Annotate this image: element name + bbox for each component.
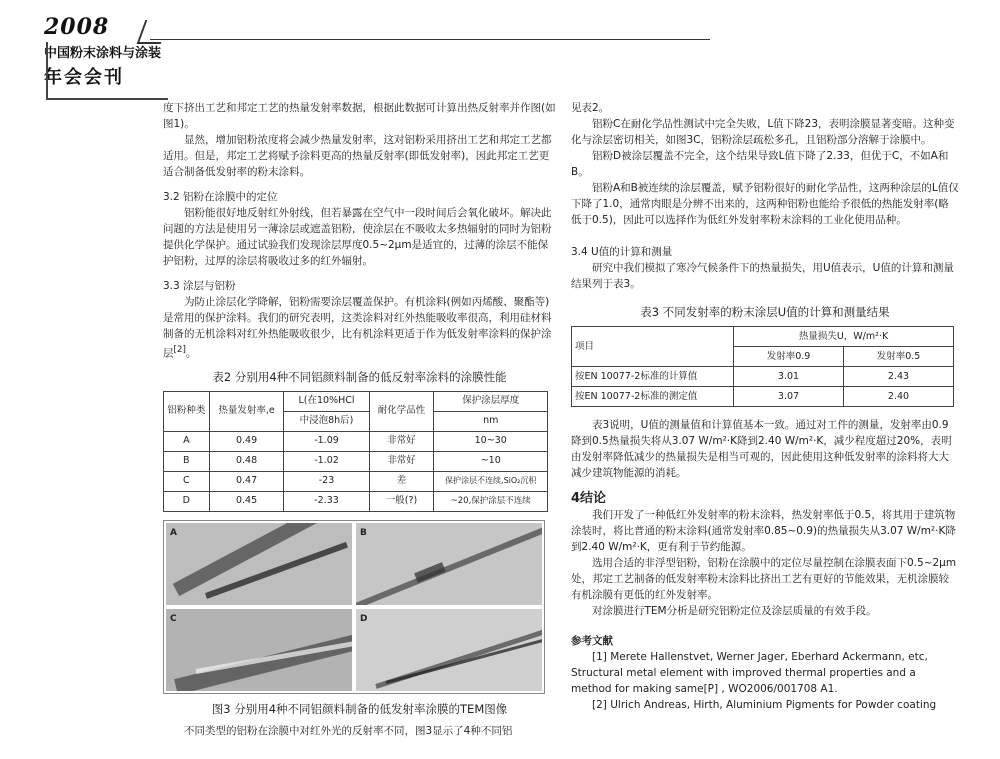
- table-row: [572, 387, 954, 407]
- col-header-thickness-1: 保护涂层厚度: [434, 391, 548, 411]
- figure-label: A: [170, 527, 177, 538]
- paragraph: 铝粉A和B被连续的涂层覆盖，赋予铝粉很好的耐化学品性，这两种涂层的L值仅下降了1.0，通常肉眼是分辨不出来的，这两种铝粉也能给予很低的热能发射率(略低于0.5)，因此可以选择作为低红外发射率粉末涂料的工业化使用品种。: [571, 182, 959, 226]
- col-header-thickness-2: nm: [434, 411, 548, 431]
- col-header-heat-loss: 热量损失U，W/m²·K: [734, 327, 954, 347]
- table-row: [164, 491, 548, 511]
- table2-caption: 表2 分别用4种不同铝颜料制备的低反射率涂料的涂膜性能: [212, 369, 507, 384]
- cell-type: D: [164, 491, 210, 511]
- left-column: [163, 100, 556, 739]
- cell-emissivity: 0.49: [209, 431, 284, 451]
- col-header-emissivity-05: 发射率0.5: [844, 347, 954, 367]
- col-header-chem: 耐化学品性: [369, 391, 434, 431]
- table-row: [164, 451, 548, 471]
- cell-chem: 一般(?): [369, 491, 434, 511]
- col-header-item: 项目: [572, 327, 734, 367]
- table-row: [164, 431, 548, 451]
- cell-emissivity: 0.47: [209, 471, 284, 491]
- col-header-emissivity-09: 发射率0.9: [734, 347, 844, 367]
- table-row: [572, 367, 954, 387]
- cell-thickness: 保护涂层不连续,SiO₂沉积: [434, 471, 548, 491]
- paragraph: 铝粉D被涂层覆盖不完全，这个结果导致L值下降了2.33，但优于C，不如A和B。: [571, 150, 949, 178]
- cell-value: 2.40: [844, 387, 954, 407]
- cell-l: -23: [284, 471, 369, 491]
- paragraph: 度下挤出工艺和邦定工艺的热量发射率数据，根据此数据可计算出热反射率并作图(如图1)。: [163, 102, 556, 130]
- section-heading-4: 4结论: [571, 491, 607, 506]
- table-row: [164, 471, 548, 491]
- reference-item: [1] Merete Hallenstvet, Werner Jager, Eberhard Ackermann, etc, Structural metal element with improved thermal properties and a method for making same[P] , WO2006/001708 A1.: [571, 651, 928, 695]
- paragraph: 不同类型的铝粉在涂膜中对红外光的反射率不同，图3显示了4种不同铝: [184, 724, 513, 737]
- col-header-type: 铝粉种类: [164, 391, 210, 431]
- logo-journal-name: 年会会刊: [44, 67, 124, 88]
- cell-thickness: ~10: [434, 451, 548, 471]
- reference-item: [2] Ulrich Andreas, Hirth, Aluminium Pigments for Powder coating: [592, 699, 937, 711]
- fig3-caption: 图3 分别用4种不同铝颜料制备的低发射率涂膜的TEM图像: [211, 701, 508, 716]
- tem-image-a: [166, 523, 352, 605]
- figure-label: D: [360, 613, 368, 624]
- cell-value: 2.43: [844, 367, 954, 387]
- tem-image-d: [356, 609, 542, 691]
- paragraph: 表3说明，U值的测量值和计算值基本一致。通过对工件的测量，发射率由0.9降到0.5热量损失将从3.07 W/m²·K降到2.40 W/m²·K，减少程度超过20%，表明由发射率降低减少的热量损失是相当可观的，因此使用这种低发射率的涂料将大大减少建筑物能源的消耗。: [571, 419, 952, 479]
- section-heading-3-2: 3.2 铝粉在涂膜中的定位: [163, 191, 278, 203]
- paragraph: 研究中我们模拟了寒冷气候条件下的热量损失，用U值表示，U值的计算和测量结果列于表3。: [571, 262, 954, 290]
- cell-value: 3.01: [734, 367, 844, 387]
- right-column: [571, 100, 959, 713]
- cell-chem: 非常好: [369, 431, 434, 451]
- cell-value: 3.07: [734, 387, 844, 407]
- col-header-l-1: L(在10%HCl: [284, 391, 369, 411]
- paragraph: 铝粉C在耐化学品性测试中完全失败，L值下降23，表明涂膜显著变暗。这种变化与涂层密切相关，如图3C，铝粉涂层疏松多孔，且铝粉部分溶解于涂膜中。: [571, 118, 955, 146]
- header-rule: [150, 39, 710, 40]
- cell-l: -1.02: [284, 451, 369, 471]
- table-header-row: [572, 327, 954, 347]
- paragraph: 我们开发了一种低红外发射率的粉末涂料，热发射率低于0.5，将其用于建筑物涂装时，将比普通的粉末涂料(通常发射率0.85~0.9)的热量损失从3.07 W/m²·K降到2.40 W/m²·K，更有利于节约能源。: [571, 509, 956, 553]
- cell-type: B: [164, 451, 210, 471]
- paragraph-text: 为防止涂层化学降解，铝粉需要涂层覆盖保护。有机涂料(例如丙烯酸、聚酯等)是常用的保护涂料。我们的研究表明，这类涂料对红外热能吸收率很高，利用硅材料制备的无机涂料对红外热能吸收很少，比有机涂料更适于作为低发射率涂料的保护涂层: [163, 296, 552, 360]
- table3-caption: 表3 不同发射率的粉末涂层U值的计算和测量结果: [640, 305, 890, 319]
- paragraph: [163, 294, 556, 362]
- cell-emissivity: 0.45: [209, 491, 284, 511]
- tem-figure: [163, 520, 545, 694]
- logo-conference-name: 中国粉末涂料与涂装: [44, 46, 162, 61]
- paragraph: 显然，增加铝粉浓度将会减少热量发射率，这对铝粉采用挤出工艺和邦定工艺都适用。但是，邦定工艺将赋予涂料更高的热量反射率(即低发射率)，因此邦定工艺更适合制备低发射率的粉末涂料。: [163, 134, 552, 178]
- cell-l: -2.33: [284, 491, 369, 511]
- paragraph: 对涂膜进行TEM分析是研究铝粉定位及涂层质量的有效手段。: [592, 605, 877, 617]
- tem-image-b: [356, 523, 542, 605]
- tem-image-c: [166, 609, 352, 691]
- cell-thickness: ~20,保护涂层不连续: [434, 491, 548, 511]
- figure-label: C: [170, 613, 177, 624]
- table-header-row: [164, 391, 548, 411]
- cell-type: A: [164, 431, 210, 451]
- cell-emissivity: 0.48: [209, 451, 284, 471]
- cell-chem: 差: [369, 471, 434, 491]
- cell-chem: 非常好: [369, 451, 434, 471]
- citation: [2]: [173, 345, 186, 355]
- logo-year: 2008: [44, 14, 110, 40]
- paragraph: 选用合适的非浮型铝粉，铝粉在涂膜中的定位尽量控制在涂膜表面下0.5~2μm处，邦定工艺制备的低发射率粉末涂料比挤出工艺有更好的节能效果，无机涂膜较有机涂膜有更低的红外发射率。: [571, 557, 957, 601]
- cell-thickness: 10~30: [434, 431, 548, 451]
- logo-frame: [46, 42, 168, 100]
- section-heading-3-3: 3.3 涂层与铝粉: [163, 280, 236, 292]
- cell-item: 按EN 10077-2标准的测定值: [572, 387, 734, 407]
- figure-label: B: [360, 527, 367, 538]
- paragraph: 见表2。: [571, 102, 610, 114]
- table3: [571, 326, 954, 407]
- section-heading-3-4: 3.4 U值的计算和测量: [571, 246, 673, 258]
- references-heading: 参考文献: [571, 635, 613, 647]
- cell-l: -1.09: [284, 431, 369, 451]
- col-header-emissivity: 热量发射率,e: [209, 391, 284, 431]
- col-header-l-2: 中浸泡8h后): [284, 411, 369, 431]
- cell-type: C: [164, 471, 210, 491]
- paragraph-end: 。: [185, 347, 197, 360]
- cell-item: 按EN 10077-2标准的计算值: [572, 367, 734, 387]
- paragraph: 铝粉能很好地反射红外射线，但若暴露在空气中一段时间后会氧化破坏。解决此问题的方法是使用另一薄涂层或遮盖铝粉，使涂层在不吸收太多热辐射的同时为铝粉提供化学保护。通过试验我们发现涂层厚度0.5~2μm是适宜的，过薄的涂层不能保护铝粉，过厚的涂层将吸收过多的红外辐射。: [163, 207, 552, 267]
- table2: [163, 391, 548, 512]
